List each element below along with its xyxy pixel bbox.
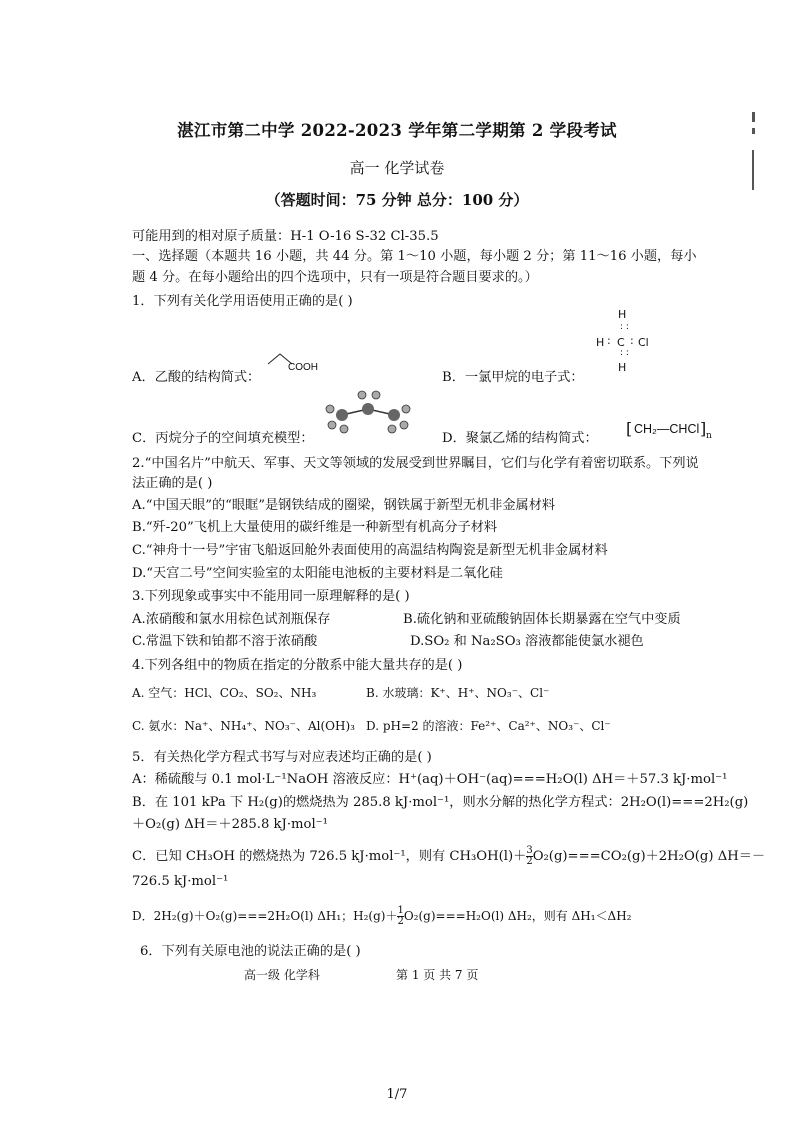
fraction-denominator: 2: [526, 856, 533, 867]
q3-option-d: D.SO₂ 和 Na₂SO₃ 溶液都能使氯水褪色: [410, 634, 644, 649]
exam-subtitle: 高一 化学试卷: [349, 159, 445, 177]
q1-option-d: D．聚氯乙烯的结构简式：: [442, 431, 598, 446]
q6-stem: 6．下列有关原电池的说法正确的是( ): [140, 944, 361, 959]
q3-option-b: B.硫化钠和亚硫酸钠固体长期暴露在空气中变质: [403, 612, 681, 627]
q5-option-b: B．在 101 kPa 下 H₂(g)的燃烧热为 285.8 kJ·mol⁻¹，则水分解的热化学方程式：2H₂O(l)===2H₂(g): [132, 795, 749, 810]
dot-formula-top-h: H: [618, 308, 627, 321]
exam-time-info: （答题时间：75 分钟 总分：100 分）: [265, 191, 529, 209]
q2-option-d: D.“天宫二号”空间实验室的太阳能电池板的主要材料是二氧化硅: [132, 566, 503, 581]
footer-grade-subject: 高一级 化学科: [244, 968, 320, 982]
q5-option-c-text-post: O₂(g)===CO₂(g)＋2H₂O(g) ΔH＝－: [532, 849, 766, 864]
q5-option-d-text: D．2H₂(g)＋O₂(g)===2H₂O(l) ΔH₁；H₂(g)＋: [132, 909, 398, 923]
q2-option-b: B.“歼-20”飞机上大量使用的碳纤维是一种新型有机高分子材料: [132, 520, 498, 535]
fraction-numerator: 1: [397, 905, 404, 916]
q4-stem: 4.下列各组中的物质在指定的分散系中能大量共存的是( ): [132, 658, 463, 673]
dot-formula-right-cl: Cl: [638, 336, 649, 349]
q5-option-d: [132, 906, 631, 927]
dot-formula-dots: : :: [620, 348, 629, 358]
q3-stem: 3.下列现象或事实中不能用同一原理解释的是( ): [132, 589, 410, 604]
q4-option-d: D. pH=2 的溶液：Fe²⁺、Ca²⁺、NO₃⁻、Cl⁻: [366, 719, 611, 733]
fraction-numerator: 3: [526, 845, 533, 856]
q1-option-c: C．丙烷分子的空间填充模型：: [132, 431, 314, 446]
fraction-denominator: 2: [397, 916, 404, 927]
page-indicator: 1/7: [386, 1087, 408, 1102]
section-heading: 一、选择题（本题共 16 小题，共 44 分。第 1～10 小题，每小题 2 分；第 11～16 小题，每小: [132, 249, 697, 264]
q4-option-c: C. 氨水：Na⁺、NH₄⁺、NO₃⁻、Al(OH)₃: [132, 719, 355, 733]
pvc-subscript: n: [706, 431, 712, 441]
q5-option-b-cont: ＋O₂(g) ΔH＝＋285.8 kJ·mol⁻¹: [132, 817, 328, 832]
q2-option-c: C.“神舟十一号”宇宙飞船返回舱外表面使用的高温结构陶瓷是新型无机非金属材料: [132, 543, 608, 558]
q5-stem: 5．有关热化学方程式书写与对应表述均正确的是( ): [132, 750, 432, 765]
pvc-bracket-left: [: [626, 419, 633, 438]
pvc-bracket-right: ]: [700, 419, 707, 438]
q1-stem: 1．下列有关化学用语使用正确的是( ): [132, 294, 353, 309]
q5-option-c-cont: 726.5 kJ·mol⁻¹: [132, 874, 229, 889]
dot-formula-left-h: H: [596, 336, 605, 349]
section-heading-cont: 题 4 分。在每小题给出的四个选项中，只有一项是符合题目要求的。）: [132, 270, 538, 285]
q5-option-c: [132, 845, 765, 867]
dot-formula-center-c: C: [617, 336, 625, 349]
q2-option-a: A.“中国天眼”的“眼眶”是钢铁结成的圈梁，钢铁属于新型无机非金属材料: [132, 498, 556, 513]
q5-option-d-text-post: O₂(g)===H₂O(l) ΔH₂，则有 ΔH₁＜ΔH₂: [403, 909, 632, 923]
q5-option-c-text: C．已知 CH₃OH 的燃烧热为 726.5 kJ·mol⁻¹，则有 CH₃OH(l)＋: [132, 849, 527, 864]
dot-formula-dots: :: [607, 334, 611, 347]
dot-formula-dots: : :: [620, 322, 629, 332]
q4-option-b: B. 水玻璃：K⁺、H⁺、NO₃⁻、Cl⁻: [366, 686, 550, 700]
propane-space-filling-model: [322, 387, 414, 435]
footer-page-info: 第 1 页 共 7 页: [396, 968, 479, 982]
atomic-masses: 可能用到的相对原子质量：H-1 O-16 S-32 Cl-35.5: [132, 229, 439, 244]
q1-option-a: A．乙酸的结构简式：: [132, 370, 261, 385]
dot-formula-bottom-h: H: [618, 361, 627, 374]
q2-stem: 2.“中国名片”中航天、军事、天文等领域的发展受到世界瞩目，它们与化学有着密切联系。下列说: [132, 456, 699, 471]
q4-option-a: A. 空气：HCl、CO₂、SO₂、NH₃: [132, 686, 317, 700]
q3-option-c: C.常温下铁和铂都不溶于浓硝酸: [132, 634, 318, 649]
acetic-acid-cooh: COOH: [288, 362, 318, 373]
q2-stem-cont: 法正确的是( ): [132, 476, 213, 491]
exam-title: 湛江市第二中学 2022-2023 学年第二学期第 2 学段考试: [177, 121, 617, 140]
q1-option-b: B．一氯甲烷的电子式：: [442, 370, 584, 385]
dot-formula-dots: :: [630, 334, 634, 347]
q5-option-a: A：稀硫酸与 0.1 mol·L⁻¹NaOH 溶液反应：H⁺(aq)＋OH⁻(aq)===H₂O(l) ΔH＝＋57.3 kJ·mol⁻¹: [132, 772, 728, 787]
pvc-formula: CH₂—CHCl: [634, 422, 700, 436]
q3-option-a: A.浓硝酸和氯水用棕色试剂瓶保存: [132, 612, 331, 627]
